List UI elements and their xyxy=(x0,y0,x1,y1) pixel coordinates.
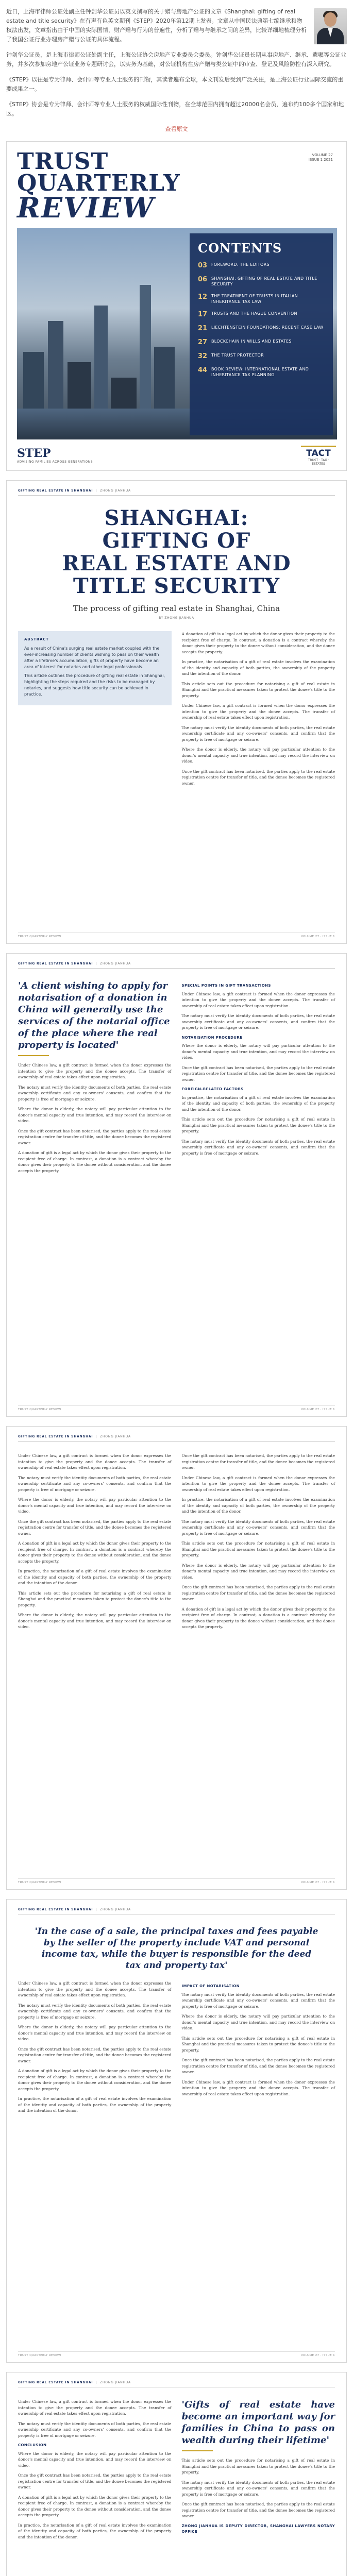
article-byline: BY ZHONG JIANHUA xyxy=(159,616,194,620)
page-3-column-2: Once the gift contract has been notarised, the parties apply to the real estate registration centre for transfer of title, and the donee becomes the registered owner. Under Chinese law, a gift contract is formed when the donor expresses the intention to give the property and the donee accepts. The transfer of ownership of real estate takes effect upon registration. In practice, the notarisation of a gift of real estate involves the examination of the identity and capacity of both parties, the ownership of the property and the intention of the donor. The notary must verify the identity documents of both parties, the real estate ownership certificate and any co-owners' consents, and confirm that the property is free of mortgage or seizure. This article sets out the procedure for notarising a gift of real estate in Shanghai and the practical measures taken to protect the donee's title to the property. Where the donor is elderly, the notary will pay particular attention to the donor's mental capacity and true intention, and may record the interview on video. Once the gift contract has been notarised, the parties apply to the real estate registration centre for transfer of title, and the donee becomes the registered owner. A donation of gift is a legal act by which the donor gives their property to the recipient free of charge. In contrast, a donation is a contract whereby the donor gives their property to the donee without consideration, and the donee accepts the property. xyxy=(181,1453,335,1629)
intro-paragraph-3: 《STEP》以往是专为律师、会计师等专业人士服务的刊物，其读者遍布全球，本文刊发后受到广泛关注，是上海公证行业国际交流的重要成果之一。 xyxy=(6,76,344,92)
running-head: GIFTING REAL ESTATE IN SHANGHAI | ZHONG JIANHUA xyxy=(18,1435,335,1442)
page-footer: TRUST QUARTERLY REVIEW VOLUME 27 · ISSUE 1 xyxy=(18,1878,335,1884)
article-page-5 xyxy=(6,2372,347,2576)
author-note: ZHONG JIANHUA IS DEPUTY DIRECTOR, SHANGHAI LAWYERS NOTARY OFFICE xyxy=(181,2523,335,2534)
toc-item: 12 THE TREATMENT OF TRUSTS IN ITALIAN INHERITANCE TAX LAW xyxy=(198,293,298,304)
pull-quote: 'A client wishing to apply for notarisation of a donation in China will generally use the services of the notarial office of the place where the real property is located' xyxy=(18,980,170,1050)
page-2-column-2: SPECIAL POINTS IN GIFT TRANSACTIONS Under Chinese law, a gift contract is formed when the donor expresses the intention to give the property and the donee accepts. The transfer of ownership of real estate takes effect upon registration. The notary must verify the identity documents of both parties, the real estate ownership certificate and any co-owners' consents, and confirm that the property is free of mortgage or seizure. NOTARISATION PROCEDURE Where the donor is elderly, the notary will pay particular attention to the donor's mental capacity and true intention, and may record the interview on video. Once the gift contract has been notarised, the parties apply to the real estate registration centre for transfer of title, and the donee becomes the registered owner. FOREIGN-RELATED FACTORS In practice, the notarisation of a gift of real estate involves the examination of the identity and capacity of both parties, the ownership of the property and the intention of the donor. This article sets out the procedure for notarising a gift of real estate in Shanghai and the practical measures taken to protect the donee's title to the property. The notary must verify the identity documents of both parties, the real estate ownership certificate and any co-owners' consents, and confirm that the property is free of mortgage or seizure. xyxy=(181,984,335,1156)
volume-label: VOLUME 27 xyxy=(312,153,333,157)
author-portrait xyxy=(314,8,347,44)
cover-masthead xyxy=(17,148,336,224)
intro-paragraph-1: 近日，上海市律师公证处副主任钟剑华公证员以英文撰写的关于赠与房地产公证的文章《Shanghai: gifting of real estate and title security》在有声有色英文期刊《STEP》2020年第12期上发表。文章从中国民法典第七编继承和物权法出发，文章指出由于中国的实际国情，财产赠与行为的普遍性，分析了赠与与继承之间的差异，比较详细地梳理分析了我国公证行业办理房产赠与公证的具体流程。 xyxy=(6,8,307,43)
cover-city-photo xyxy=(17,228,337,439)
page-footer: TRUST QUARTERLY REVIEW VOLUME 27 · ISSUE 1 xyxy=(18,1405,335,1411)
toc-item: 44 BOOK REVIEW: INTERNATIONAL ESTATE AND INHERITANCE TAX PLANNING xyxy=(198,366,309,377)
masthead-line-1: TRUST xyxy=(17,148,109,175)
toc-item: 32 THE TRUST PROTECTOR xyxy=(198,352,264,360)
abstract-box: ABSTRACT As a result of China's surging real estate market coupled with the ever-increasing number of clients wishing to pass on their wealth after a lifetime's accumulation, gifts of property have become an area of interest for notaries and other legal professionals. This article outlines the procedure of gifting real estate in Shanghai, highlighting the steps required and the risks to be managed by notaries, and suggests how title security can be achieved in practice. xyxy=(18,631,172,705)
masthead-line-2: QUARTERLY xyxy=(17,170,180,196)
toc-item: 06 SHANGHAI: GIFTING OF REAL ESTATE AND TITLE SECURITY xyxy=(198,276,317,286)
contents-box xyxy=(190,233,333,435)
contents-heading: CONTENTS xyxy=(198,241,282,256)
article-page-4 xyxy=(6,1899,347,2363)
page-4-column-2: IMPACT OF NOTARISATION The notary must verify the identity documents of both parties, the real estate ownership certificate and any co-owners' consents, and confirm that the property is free of mortgage or seizure. Where the donor is elderly, the notary will pay particular attention to the donor's mental capacity and true intention, and may record the interview on video. This article sets out the procedure for notarising a gift of real estate in Shanghai and the practical measures taken to protect the donee's title to the property. Once the gift contract has been notarised, the parties apply to the real estate registration centre for transfer of title, and the donee becomes the registered owner. Under Chinese law, a gift contract is formed when the donor expresses the intention to give the property and the donee accepts. The transfer of ownership of real estate takes effect upon registration. xyxy=(181,1984,335,2096)
intro-column: A donation of gift is a legal act by which the donor gives their property to the recipient free of charge. In contrast, a donation is a contract whereby the donor gives their property to the donee without consideration, and the donee accepts the property. In practice, the notarisation of a gift of real estate involves the examination of the identity and capacity of both parties, the ownership of the property and the intention of the donor. This article sets out the procedure for notarising a gift of real estate in Shanghai and the practical measures taken to protect the donee's title to the property. Under Chinese law, a gift contract is formed when the donor expresses the intention to give the property and the donee accepts. The transfer of ownership of real estate takes effect upon registration. The notary must verify the identity documents of both parties, the real estate ownership certificate and any co-owners' consents, and confirm that the property is free of mortgage or seizure. Where the donor is elderly, the notary will pay particular attention to the donor's mental capacity and true intention, and may record the interview on video. Once the gift contract has been notarised, the parties apply to the real estate registration centre for transfer of title, and the donee becomes the registered owner. xyxy=(181,632,335,786)
masthead-line-3: REVIEW xyxy=(17,191,155,224)
article-page-3 xyxy=(6,1426,347,1890)
tact-logo: TACT TRUST · TAX · ESTATES xyxy=(301,446,336,466)
running-head: GIFTING REAL ESTATE IN SHANGHAI | ZHONG JIANHUA xyxy=(18,2381,335,2387)
step-logo: STEP ADVISING FAMILIES ACROSS GENERATIONS xyxy=(17,447,93,464)
running-head: GIFTING REAL ESTATE IN SHANGHAI | ZHONG JIANHUA xyxy=(18,1908,335,1914)
intro-author-row xyxy=(6,7,347,50)
issue-label: ISSUE 1 2021 xyxy=(308,158,333,162)
toc-item: 03 FOREWORD: THE EDITORS xyxy=(198,262,270,269)
article-title: SHANGHAI: GIFTING OF REAL ESTATE AND TITLE SECURITY xyxy=(62,506,291,598)
intro-paragraph-4: 《STEP》协会是专为律师、会计师等专业人士服务的权威国际性刊物，在全球范围内拥有超过20000名会员，遍布约100多个国家和地区。 xyxy=(6,101,344,117)
toc-item: 17 TRUSTS AND THE HAGUE CONVENTION xyxy=(198,311,297,318)
running-head: GIFTING REAL ESTATE IN SHANGHAI | ZHONG JIANHUA xyxy=(18,962,335,969)
page-5-column-1: Under Chinese law, a gift contract is formed when the donor expresses the intention to give the property and the donee accepts. The transfer of ownership of real estate takes effect upon registration. The notary must verify the identity documents of both parties, the real estate ownership certificate and any co-owners' consents, and confirm that the property is free of mortgage or seizure. CONCLUSION Where the donor is elderly, the notary will pay particular attention to the donor's mental capacity and true intention, and may record the interview on video. Once the gift contract has been notarised, the parties apply to the real estate registration centre for transfer of title, and the donee becomes the registered owner. A donation of gift is a legal act by which the donor gives their property to the recipient free of charge. In contrast, a donation is a contract whereby the donor gives their property to the donee without consideration, and the donee accepts the property. In practice, the notarisation of a gift of real estate involves the examination of the identity and capacity of both parties, the ownership of the property and the intention of the donor. xyxy=(18,2399,172,2539)
original-article-link[interactable]: 查看原文 xyxy=(165,126,188,132)
running-head: GIFTING REAL ESTATE IN SHANGHAI | ZHONG JIANHUA xyxy=(18,489,335,496)
page-4-column-1: Under Chinese law, a gift contract is formed when the donor expresses the intention to give the property and the donee accepts. The transfer of ownership of real estate takes effect upon registration. The notary must verify the identity documents of both parties, the real estate ownership certificate and any co-owners' consents, and confirm that the property is free of mortgage or seizure. Where the donor is elderly, the notary will pay particular attention to the donor's mental capacity and true intention, and may record the interview on video. Once the gift contract has been notarised, the parties apply to the real estate registration centre for transfer of title, and the donee becomes the registered owner. A donation of gift is a legal act by which the donor gives their property to the recipient free of charge. In contrast, a donation is a contract whereby the donor gives their property to the donee without consideration, and the donee accepts the property. In practice, the notarisation of a gift of real estate involves the examination of the identity and capacity of both parties, the ownership of the property and the intention of the donor. xyxy=(18,1981,172,2113)
page-5-column-2: 'Gifts of real estate have become an important way for families in China to pass on wealth during their lifetime' This article sets out the procedure for notarising a gift of real estate in Shanghai and the practical measures taken to protect the donee's title to the property. The notary must verify the identity documents of both parties, the real estate ownership certificate and any co-owners' consents, and confirm that the property is free of mortgage or seizure. Once the gift contract has been notarised, the parties apply to the real estate registration centre for transfer of title, and the donee becomes the registered owner. ZHONG JIANHUA IS DEPUTY DIRECTOR, SHANGHAI LAWYERS NOTARY OFFICE xyxy=(182,2399,335,2544)
page-footer: TRUST QUARTERLY REVIEW VOLUME 27 · ISSUE 1 xyxy=(18,933,335,938)
toc-item: 21 LIECHTENSTEIN FOUNDATIONS: RECENT CASE LAW xyxy=(198,325,324,332)
cover-volume xyxy=(309,153,333,162)
article-page-2: GIFTING REAL ESTATE IN SHANGHAI | ZHONG JIANHUA 'A client wishing to apply for notarisation of a donation in China will generally use the services of the notarial office of the place where the real property is located' Under Chinese law, a gift contract is formed when the donor expresses the intention to give the property and the donee accepts. The transfer of ownership of real estate takes effect upon registration. The notary must verify the identity documents of both parties, the real estate ownership certificate and any co-owners' consents, and confirm that the property is free of mortgage or seizure. Where the donor is elderly, the notary will pay particular attention to the donor's mental capacity and true intention, and may record the interview on video. Once the gift contract has been notarised, the parties apply to the real estate registration centre for transfer of title, and the donee becomes the registered owner. A donation of gift is a legal act by which the donor gives their property to the recipient free of charge. In contrast, a donation is a contract whereby the donor gives their property to the donee without consideration, and the donee accepts the property. SPECIAL POINTS IN GIFT TRANSACTIONS Under Chinese law, a gift contract is formed when the donor expresses the intention to give the property and the donee accepts. The transfer of ownership of real estate takes effect upon registration. The notary must verify the identity documents of both parties, the real estate ownership certificate and any co-owners' consents, and confirm that the property is free of mortgage or seizure. NOTARISATION PROCEDURE Where the donor is elderly, the notary will pay particular attention to the donor's mental capacity and true intention, and may record the interview on video. Once the gift contract has been notarised, the parties apply to the real estate registration centre for transfer of title, and the donee becomes the registered owner. FOREIGN-RELATED FACTORS In practice, the notarisation of a gift of real estate involves the examination of the identity and capacity of both parties, the ownership of the property and the intention of the donor. This article sets out the procedure for notarising a gift of real estate in Shanghai and the practical measures taken to protect the donee's title to the property. The notary must verify the identity documents of both parties, the real estate ownership certificate and any co-owners' consents, and confirm that the property is free of mortgage or seizure. TRUST QUARTERLY REVIEW VOLUME 27 · ISSUE 1 xyxy=(6,953,347,1417)
scanned-pages xyxy=(0,141,353,2576)
intro-section xyxy=(0,0,353,134)
page-3-column-1: Under Chinese law, a gift contract is formed when the donor expresses the intention to give the property and the donee accepts. The transfer of ownership of real estate takes effect upon registration. The notary must verify the identity documents of both parties, the real estate ownership certificate and any co-owners' consents, and confirm that the property is free of mortgage or seizure. Where the donor is elderly, the notary will pay particular attention to the donor's mental capacity and true intention, and may record the interview on video. Once the gift contract has been notarised, the parties apply to the real estate registration centre for transfer of title, and the donee becomes the registered owner. A donation of gift is a legal act by which the donor gives their property to the recipient free of charge. In contrast, a donation is a contract whereby the donor gives their property to the donee without consideration, and the donee accepts the property. In practice, the notarisation of a gift of real estate involves the examination of the identity and capacity of both parties, the ownership of the property and the intention of the donor. This article sets out the procedure for notarising a gift of real estate in Shanghai and the practical measures taken to protect the donee's title to the property. Where the donor is elderly, the notary will pay particular attention to the donor's mental capacity and true intention, and may record the interview on video. xyxy=(18,1453,172,1629)
article-subtitle: The process of gifting real estate in Shanghai, China xyxy=(73,604,280,613)
page-footer: TRUST QUARTERLY REVIEW VOLUME 27 · ISSUE 1 xyxy=(18,2351,335,2357)
pull-quote-wide: 'In the case of a sale, the principal taxes and fees payable by the seller of the property include VAT and personal income tax, while the buyer is responsible for the deed tax and property tax' xyxy=(35,1926,318,1971)
article-page-1 xyxy=(6,480,347,944)
toc-item: 27 BLOCKCHAIN IN WILLS AND ESTATES xyxy=(198,338,292,346)
magazine-cover xyxy=(6,141,347,471)
pull-quote-3: 'Gifts of real estate have become an important way for families in China to pass on wealth during their lifetime' xyxy=(181,2399,335,2446)
intro-text xyxy=(6,7,307,50)
intro-paragraph-2: 钟剑华公证员，是上海市律师公证处副主任，上海公证协会房地产专业委员会委员。钟剑华公证员长期从事房地产、继承、遗嘱等公证业务，并多次参加房地产公证业务专题研讨会，以实务为基础，对公证机构在房产赠与类公证中的审查、登记及风险防控有深入研究。 xyxy=(6,52,346,67)
